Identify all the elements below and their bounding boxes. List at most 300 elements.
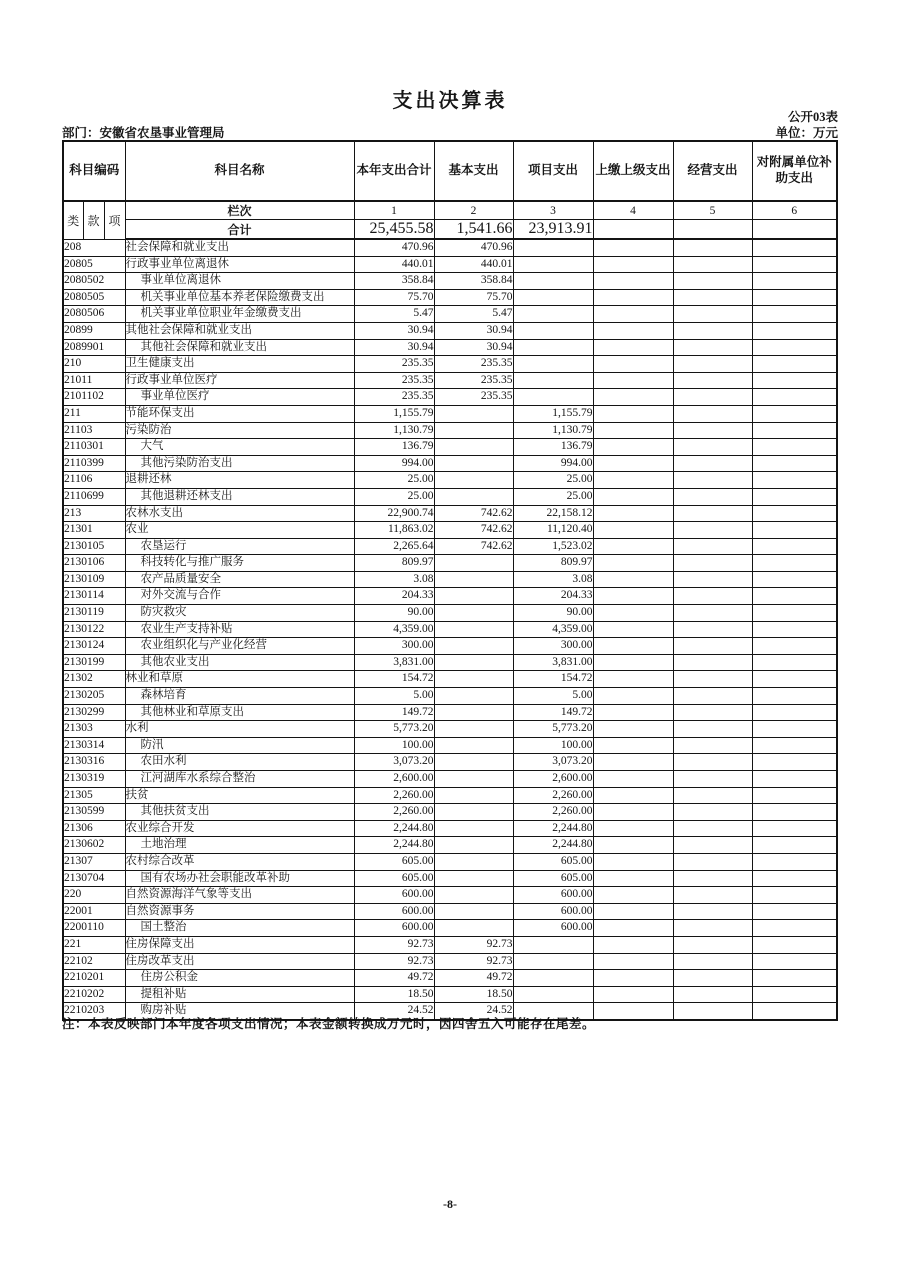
name-cell: 行政事业单位医疗 [125, 372, 354, 389]
amount-cell-basic [434, 654, 513, 671]
footnote: 注：本表反映部门本年度各项支出情况；本表金额转换成万元时，因四舍五入可能存在尾差。 [62, 1017, 596, 1031]
table-row [63, 920, 837, 937]
amount-cell-subsidy [752, 372, 837, 389]
amount-cell-upward [593, 820, 673, 837]
amount-cell-subsidy [752, 538, 837, 555]
name-cell: 其他林业和草原支出 [125, 704, 354, 721]
amount-cell-subsidy [752, 405, 837, 422]
amount-cell-operating [673, 787, 752, 804]
code-cell: 21103 [63, 422, 125, 439]
amount-cell-basic [434, 804, 513, 821]
code-cell: 2130314 [63, 737, 125, 754]
amount-cell-project: 90.00 [513, 605, 593, 622]
amount-cell-subsidy [752, 289, 837, 306]
amount-cell-operating [673, 488, 752, 505]
amount-cell-operating [673, 389, 752, 406]
amount-cell-total: 235.35 [354, 372, 434, 389]
amount-cell-subsidy [752, 837, 837, 854]
amount-cell-operating [673, 688, 752, 705]
amount-cell-operating [673, 289, 752, 306]
amount-cell-project [513, 306, 593, 323]
code-cell: 2130114 [63, 588, 125, 605]
code-cell: 213 [63, 505, 125, 522]
amount-cell-upward [593, 455, 673, 472]
amount-cell-project: 149.72 [513, 704, 593, 721]
table-row [63, 289, 837, 306]
table-row [63, 605, 837, 622]
table-row [63, 771, 837, 788]
amount-cell-subsidy [752, 936, 837, 953]
amount-cell-subsidy [752, 804, 837, 821]
amount-cell-subsidy [752, 671, 837, 688]
amount-cell-operating [673, 638, 752, 655]
amount-cell-basic [434, 555, 513, 572]
column-number: 2 [434, 201, 513, 220]
amount-cell-subsidy [752, 239, 837, 256]
amount-cell-operating [673, 804, 752, 821]
amount-cell-subsidy [752, 787, 837, 804]
table-row [63, 389, 837, 406]
amount-cell-operating [673, 256, 752, 273]
amount-cell-subsidy [752, 771, 837, 788]
amount-cell-project [513, 322, 593, 339]
amount-cell-total: 600.00 [354, 887, 434, 904]
name-cell: 农业生产支持补贴 [125, 621, 354, 638]
header-col-project: 项目支出 [513, 141, 593, 201]
amount-cell-project: 605.00 [513, 853, 593, 870]
amount-cell-upward [593, 389, 673, 406]
amount-cell-subsidy [752, 704, 837, 721]
amount-cell-upward [593, 538, 673, 555]
code-cell: 208 [63, 239, 125, 256]
table-row [63, 273, 837, 290]
table-row [63, 704, 837, 721]
code-cell: 21301 [63, 522, 125, 539]
table-row [63, 638, 837, 655]
name-cell: 其他农业支出 [125, 654, 354, 671]
amount-cell-project: 1,155.79 [513, 405, 593, 422]
amount-cell-project [513, 273, 593, 290]
amount-cell-subsidy [752, 953, 837, 970]
amount-cell-project [513, 372, 593, 389]
amount-cell-basic [434, 920, 513, 937]
name-cell: 住房公积金 [125, 970, 354, 987]
code-cell: 2130122 [63, 621, 125, 638]
amount-cell-upward [593, 256, 673, 273]
table-row [63, 621, 837, 638]
table-row [63, 721, 837, 738]
code-cell: 2130599 [63, 804, 125, 821]
amount-cell-subsidy [752, 605, 837, 622]
header-col-basic: 基本支出 [434, 141, 513, 201]
table-row [63, 936, 837, 953]
code-cell: 2130205 [63, 688, 125, 705]
name-cell: 森林培育 [125, 688, 354, 705]
name-cell: 社会保障和就业支出 [125, 239, 354, 256]
amount-cell-project: 2,260.00 [513, 804, 593, 821]
name-cell: 土地治理 [125, 837, 354, 854]
amount-cell-operating [673, 920, 752, 937]
amount-cell-operating [673, 754, 752, 771]
name-cell: 污染防治 [125, 422, 354, 439]
amount-cell-operating [673, 522, 752, 539]
table-row [63, 986, 837, 1003]
amount-cell-operating [673, 903, 752, 920]
amount-cell-total: 2,265.64 [354, 538, 434, 555]
amount-cell-total: 49.72 [354, 970, 434, 987]
code-cell: 2101102 [63, 389, 125, 406]
amount-cell-basic [434, 754, 513, 771]
amount-cell-total: 92.73 [354, 936, 434, 953]
table-row [63, 522, 837, 539]
amount-cell-basic [434, 571, 513, 588]
total-row-total: 25,455.58 [354, 220, 434, 240]
code-cell: 2089901 [63, 339, 125, 356]
name-cell: 卫生健康支出 [125, 356, 354, 373]
amount-cell-subsidy [752, 903, 837, 920]
name-cell: 农业综合开发 [125, 820, 354, 837]
amount-cell-project: 809.97 [513, 555, 593, 572]
table-row [63, 372, 837, 389]
amount-cell-total: 1,155.79 [354, 405, 434, 422]
amount-cell-project [513, 356, 593, 373]
table-row [63, 555, 837, 572]
amount-cell-subsidy [752, 986, 837, 1003]
form-code-label: 公开03表 [787, 110, 838, 124]
name-cell: 农垦运行 [125, 538, 354, 555]
header-col-total: 本年支出合计 [354, 141, 434, 201]
name-cell: 其他扶贫支出 [125, 804, 354, 821]
amount-cell-basic: 5.47 [434, 306, 513, 323]
table-row [63, 356, 837, 373]
amount-cell-basic: 30.94 [434, 339, 513, 356]
amount-cell-upward [593, 605, 673, 622]
amount-cell-total: 605.00 [354, 853, 434, 870]
amount-cell-basic: 742.62 [434, 505, 513, 522]
code-cell: 2110699 [63, 488, 125, 505]
amount-cell-basic [434, 704, 513, 721]
amount-cell-upward [593, 505, 673, 522]
amount-cell-total: 470.96 [354, 239, 434, 256]
amount-cell-upward [593, 422, 673, 439]
amount-cell-total: 2,244.80 [354, 837, 434, 854]
table-row [63, 887, 837, 904]
amount-cell-project: 2,244.80 [513, 837, 593, 854]
header-col-upward: 上缴上级支出 [593, 141, 673, 201]
amount-cell-project: 25.00 [513, 472, 593, 489]
code-cell: 2130319 [63, 771, 125, 788]
amount-cell-project: 2,600.00 [513, 771, 593, 788]
table-row [63, 804, 837, 821]
amount-cell-upward [593, 853, 673, 870]
amount-cell-total: 3,831.00 [354, 654, 434, 671]
amount-cell-basic [434, 820, 513, 837]
subheader-lei: 类 [63, 201, 83, 239]
code-cell: 21302 [63, 671, 125, 688]
code-cell: 2080505 [63, 289, 125, 306]
amount-cell-subsidy [752, 688, 837, 705]
amount-cell-project: 2,260.00 [513, 787, 593, 804]
amount-cell-basic: 235.35 [434, 372, 513, 389]
amount-cell-operating [673, 273, 752, 290]
amount-cell-project: 3.08 [513, 571, 593, 588]
code-cell: 2080502 [63, 273, 125, 290]
amount-cell-project: 3,831.00 [513, 654, 593, 671]
amount-cell-project: 136.79 [513, 439, 593, 456]
amount-cell-upward [593, 903, 673, 920]
amount-cell-basic [434, 688, 513, 705]
amount-cell-operating [673, 571, 752, 588]
amount-cell-basic: 49.72 [434, 970, 513, 987]
amount-cell-total: 30.94 [354, 339, 434, 356]
amount-cell-basic [434, 422, 513, 439]
amount-cell-subsidy [752, 306, 837, 323]
amount-cell-operating [673, 820, 752, 837]
amount-cell-operating [673, 405, 752, 422]
name-cell: 国有农场办社会职能改革补助 [125, 870, 354, 887]
amount-cell-operating [673, 555, 752, 572]
amount-cell-subsidy [752, 654, 837, 671]
code-cell: 2110301 [63, 439, 125, 456]
amount-cell-subsidy [752, 505, 837, 522]
code-cell: 221 [63, 936, 125, 953]
amount-cell-upward [593, 920, 673, 937]
amount-cell-upward [593, 306, 673, 323]
amount-cell-operating [673, 837, 752, 854]
table-row [63, 256, 837, 273]
amount-cell-basic: 18.50 [434, 986, 513, 1003]
amount-cell-project: 154.72 [513, 671, 593, 688]
amount-cell-subsidy [752, 820, 837, 837]
amount-cell-subsidy [752, 356, 837, 373]
amount-cell-subsidy [752, 422, 837, 439]
amount-cell-total: 204.33 [354, 588, 434, 605]
amount-cell-basic: 235.35 [434, 389, 513, 406]
expenditure-table [62, 140, 838, 1021]
amount-cell-total: 600.00 [354, 920, 434, 937]
code-cell: 21106 [63, 472, 125, 489]
name-cell: 自然资源事务 [125, 903, 354, 920]
name-cell: 其他退耕还林支出 [125, 488, 354, 505]
name-cell: 事业单位离退休 [125, 273, 354, 290]
subheader-kuan: 款 [83, 201, 104, 239]
code-cell: 2130119 [63, 605, 125, 622]
name-cell: 林业和草原 [125, 671, 354, 688]
name-cell: 水利 [125, 721, 354, 738]
table-row [63, 538, 837, 555]
table-row [63, 306, 837, 323]
amount-cell-total: 100.00 [354, 737, 434, 754]
name-cell: 其他污染防治支出 [125, 455, 354, 472]
name-cell: 国土整治 [125, 920, 354, 937]
name-cell: 住房保障支出 [125, 936, 354, 953]
amount-cell-operating [673, 721, 752, 738]
amount-cell-basic: 742.62 [434, 522, 513, 539]
amount-cell-upward [593, 721, 673, 738]
table-row [63, 571, 837, 588]
page-title: 支出决算表 [392, 90, 508, 112]
table-row [63, 654, 837, 671]
amount-cell-project: 4,359.00 [513, 621, 593, 638]
name-cell: 自然资源海洋气象等支出 [125, 887, 354, 904]
amount-cell-total: 300.00 [354, 638, 434, 655]
code-cell: 2130124 [63, 638, 125, 655]
amount-cell-project: 204.33 [513, 588, 593, 605]
amount-cell-total: 136.79 [354, 439, 434, 456]
total-row-operating [673, 220, 752, 240]
column-number: 6 [752, 201, 837, 220]
amount-cell-project: 100.00 [513, 737, 593, 754]
amount-cell-upward [593, 555, 673, 572]
amount-cell-upward [593, 638, 673, 655]
amount-cell-basic [434, 853, 513, 870]
amount-cell-subsidy [752, 389, 837, 406]
amount-cell-total: 5.00 [354, 688, 434, 705]
amount-cell-operating [673, 239, 752, 256]
amount-cell-project: 1,523.02 [513, 538, 593, 555]
amount-cell-basic: 742.62 [434, 538, 513, 555]
amount-cell-upward [593, 654, 673, 671]
amount-cell-total: 24.52 [354, 1003, 434, 1020]
amount-cell-subsidy [752, 920, 837, 937]
column-number: 5 [673, 201, 752, 220]
amount-cell-upward [593, 970, 673, 987]
amount-cell-subsidy [752, 522, 837, 539]
amount-cell-total: 2,260.00 [354, 787, 434, 804]
total-row-basic: 1,541.66 [434, 220, 513, 240]
amount-cell-subsidy [752, 887, 837, 904]
code-cell: 2130316 [63, 754, 125, 771]
department-label: 部门：安徽省农垦事业管理局 [62, 126, 225, 140]
code-cell: 22001 [63, 903, 125, 920]
table-row [63, 903, 837, 920]
name-cell: 农业 [125, 522, 354, 539]
table-row [63, 820, 837, 837]
amount-cell-total: 3,073.20 [354, 754, 434, 771]
amount-cell-upward [593, 837, 673, 854]
table-body [63, 141, 837, 1020]
code-cell: 21011 [63, 372, 125, 389]
table-row [63, 970, 837, 987]
amount-cell-operating [673, 588, 752, 605]
amount-cell-project [513, 953, 593, 970]
amount-cell-project: 600.00 [513, 887, 593, 904]
amount-cell-upward [593, 356, 673, 373]
amount-cell-project: 600.00 [513, 920, 593, 937]
amount-cell-subsidy [752, 571, 837, 588]
amount-cell-project: 300.00 [513, 638, 593, 655]
name-cell: 防灾救灾 [125, 605, 354, 622]
amount-cell-basic [434, 787, 513, 804]
header-row [63, 141, 837, 201]
amount-cell-upward [593, 289, 673, 306]
total-row-upward [593, 220, 673, 240]
amount-cell-project [513, 936, 593, 953]
amount-cell-subsidy [752, 853, 837, 870]
unit-label: 单位：万元 [775, 126, 838, 140]
amount-cell-project: 25.00 [513, 488, 593, 505]
code-cell: 2210203 [63, 1003, 125, 1020]
amount-cell-total: 2,600.00 [354, 771, 434, 788]
page-number: -8- [443, 1197, 457, 1211]
amount-cell-project [513, 339, 593, 356]
table-row [63, 239, 837, 256]
amount-cell-basic: 440.01 [434, 256, 513, 273]
amount-cell-upward [593, 870, 673, 887]
name-cell: 农业组织化与产业化经营 [125, 638, 354, 655]
amount-cell-operating [673, 737, 752, 754]
amount-cell-operating [673, 621, 752, 638]
total-row-project: 23,913.91 [513, 220, 593, 240]
amount-cell-basic [434, 771, 513, 788]
amount-cell-subsidy [752, 472, 837, 489]
amount-cell-upward [593, 953, 673, 970]
amount-cell-upward [593, 439, 673, 456]
amount-cell-basic [434, 405, 513, 422]
amount-cell-operating [673, 339, 752, 356]
table-row [63, 322, 837, 339]
amount-cell-basic [434, 721, 513, 738]
amount-cell-project [513, 289, 593, 306]
total-row [63, 220, 837, 240]
amount-cell-upward [593, 239, 673, 256]
code-cell: 2130602 [63, 837, 125, 854]
amount-cell-basic: 235.35 [434, 356, 513, 373]
amount-cell-project [513, 239, 593, 256]
amount-cell-operating [673, 953, 752, 970]
amount-cell-operating [673, 870, 752, 887]
table-row [63, 787, 837, 804]
amount-cell-subsidy [752, 870, 837, 887]
table-row [63, 405, 837, 422]
amount-cell-basic [434, 605, 513, 622]
table-row [63, 870, 837, 887]
amount-cell-total: 3.08 [354, 571, 434, 588]
amount-cell-upward [593, 273, 673, 290]
name-cell: 大气 [125, 439, 354, 456]
code-cell: 210 [63, 356, 125, 373]
amount-cell-total: 2,260.00 [354, 804, 434, 821]
amount-cell-upward [593, 621, 673, 638]
amount-cell-basic: 358.84 [434, 273, 513, 290]
amount-cell-operating [673, 472, 752, 489]
amount-cell-basic [434, 621, 513, 638]
table-row [63, 339, 837, 356]
amount-cell-basic: 470.96 [434, 239, 513, 256]
table-row [63, 505, 837, 522]
amount-cell-operating [673, 306, 752, 323]
subheader-xiang: 项 [104, 201, 125, 239]
table-row [63, 422, 837, 439]
amount-cell-total: 149.72 [354, 704, 434, 721]
amount-cell-basic [434, 472, 513, 489]
amount-cell-upward [593, 936, 673, 953]
amount-cell-upward [593, 688, 673, 705]
amount-cell-operating [673, 771, 752, 788]
amount-cell-project: 11,120.40 [513, 522, 593, 539]
name-cell: 机关事业单位基本养老保险缴费支出 [125, 289, 354, 306]
name-cell: 农村综合改革 [125, 853, 354, 870]
amount-cell-operating [673, 372, 752, 389]
amount-cell-operating [673, 322, 752, 339]
amount-cell-total: 154.72 [354, 671, 434, 688]
amount-cell-operating [673, 704, 752, 721]
amount-cell-upward [593, 372, 673, 389]
name-cell: 扶贫 [125, 787, 354, 804]
amount-cell-project: 994.00 [513, 455, 593, 472]
amount-cell-operating [673, 970, 752, 987]
amount-cell-total: 358.84 [354, 273, 434, 290]
